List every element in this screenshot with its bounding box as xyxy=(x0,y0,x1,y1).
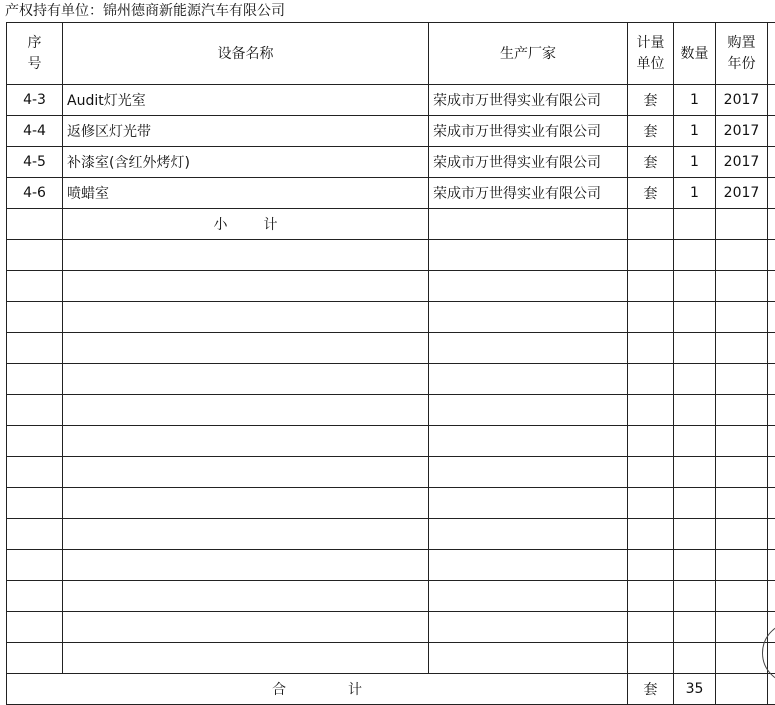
total-qty: 35 xyxy=(674,674,716,705)
row-seq: 4-5 xyxy=(7,147,63,178)
header-year: 购置 年份 xyxy=(716,23,768,85)
header-extra xyxy=(768,23,775,85)
row-extra xyxy=(768,178,775,209)
row-year: 2017 xyxy=(716,147,768,178)
row-maker: 荣成市万世得实业有限公司 xyxy=(429,116,628,147)
row-unit: 套 xyxy=(628,85,674,116)
total-label: 合 计 xyxy=(7,674,628,705)
table-row-empty xyxy=(7,364,775,395)
table-row-empty xyxy=(7,488,775,519)
row-unit: 套 xyxy=(628,147,674,178)
row-maker: 荣成市万世得实业有限公司 xyxy=(429,147,628,178)
row-qty: 1 xyxy=(674,116,716,147)
total-row xyxy=(7,674,775,705)
header-unit: 计量 单位 xyxy=(628,23,674,85)
table-row-empty xyxy=(7,240,775,271)
table-row-empty xyxy=(7,333,775,364)
table-row-empty xyxy=(7,426,775,457)
row-year: 2017 xyxy=(716,178,768,209)
table-row-empty xyxy=(7,612,775,643)
table-row xyxy=(7,178,775,209)
row-name: 喷蜡室 xyxy=(63,178,429,209)
table-row-empty xyxy=(7,519,775,550)
table-row-empty xyxy=(7,271,775,302)
table-row-empty xyxy=(7,457,775,488)
row-extra xyxy=(768,85,775,116)
table-header-row xyxy=(7,23,775,85)
table-row-empty xyxy=(7,550,775,581)
header-maker: 生产厂家 xyxy=(429,23,628,85)
row-name: 补漆室(含红外烤灯) xyxy=(63,147,429,178)
total-unit: 套 xyxy=(628,674,674,705)
row-extra xyxy=(768,147,775,178)
row-seq: 4-6 xyxy=(7,178,63,209)
table-row xyxy=(7,116,775,147)
row-qty: 1 xyxy=(674,178,716,209)
table-row xyxy=(7,85,775,116)
row-extra xyxy=(768,116,775,147)
subtotal-label: 小 计 xyxy=(63,209,429,240)
subtotal-row xyxy=(7,209,775,240)
row-unit: 套 xyxy=(628,116,674,147)
owner-line: 产权持有单位：锦州德商新能源汽车有限公司 xyxy=(5,2,285,20)
table-row xyxy=(7,147,775,178)
row-qty: 1 xyxy=(674,147,716,178)
row-year: 2017 xyxy=(716,116,768,147)
row-seq: 4-4 xyxy=(7,116,63,147)
table-row-empty xyxy=(7,581,775,612)
row-name: 返修区灯光带 xyxy=(63,116,429,147)
row-name: Audit灯光室 xyxy=(63,85,429,116)
row-maker: 荣成市万世得实业有限公司 xyxy=(429,85,628,116)
row-maker: 荣成市万世得实业有限公司 xyxy=(429,178,628,209)
table-row-empty xyxy=(7,395,775,426)
row-qty: 1 xyxy=(674,85,716,116)
row-seq: 4-3 xyxy=(7,85,63,116)
equipment-table xyxy=(6,22,775,705)
header-name: 设备名称 xyxy=(63,23,429,85)
row-year: 2017 xyxy=(716,85,768,116)
table-row-empty xyxy=(7,643,775,674)
table-row-empty xyxy=(7,302,775,333)
header-seq: 序 号 xyxy=(7,23,63,85)
header-qty: 数量 xyxy=(674,23,716,85)
row-unit: 套 xyxy=(628,178,674,209)
